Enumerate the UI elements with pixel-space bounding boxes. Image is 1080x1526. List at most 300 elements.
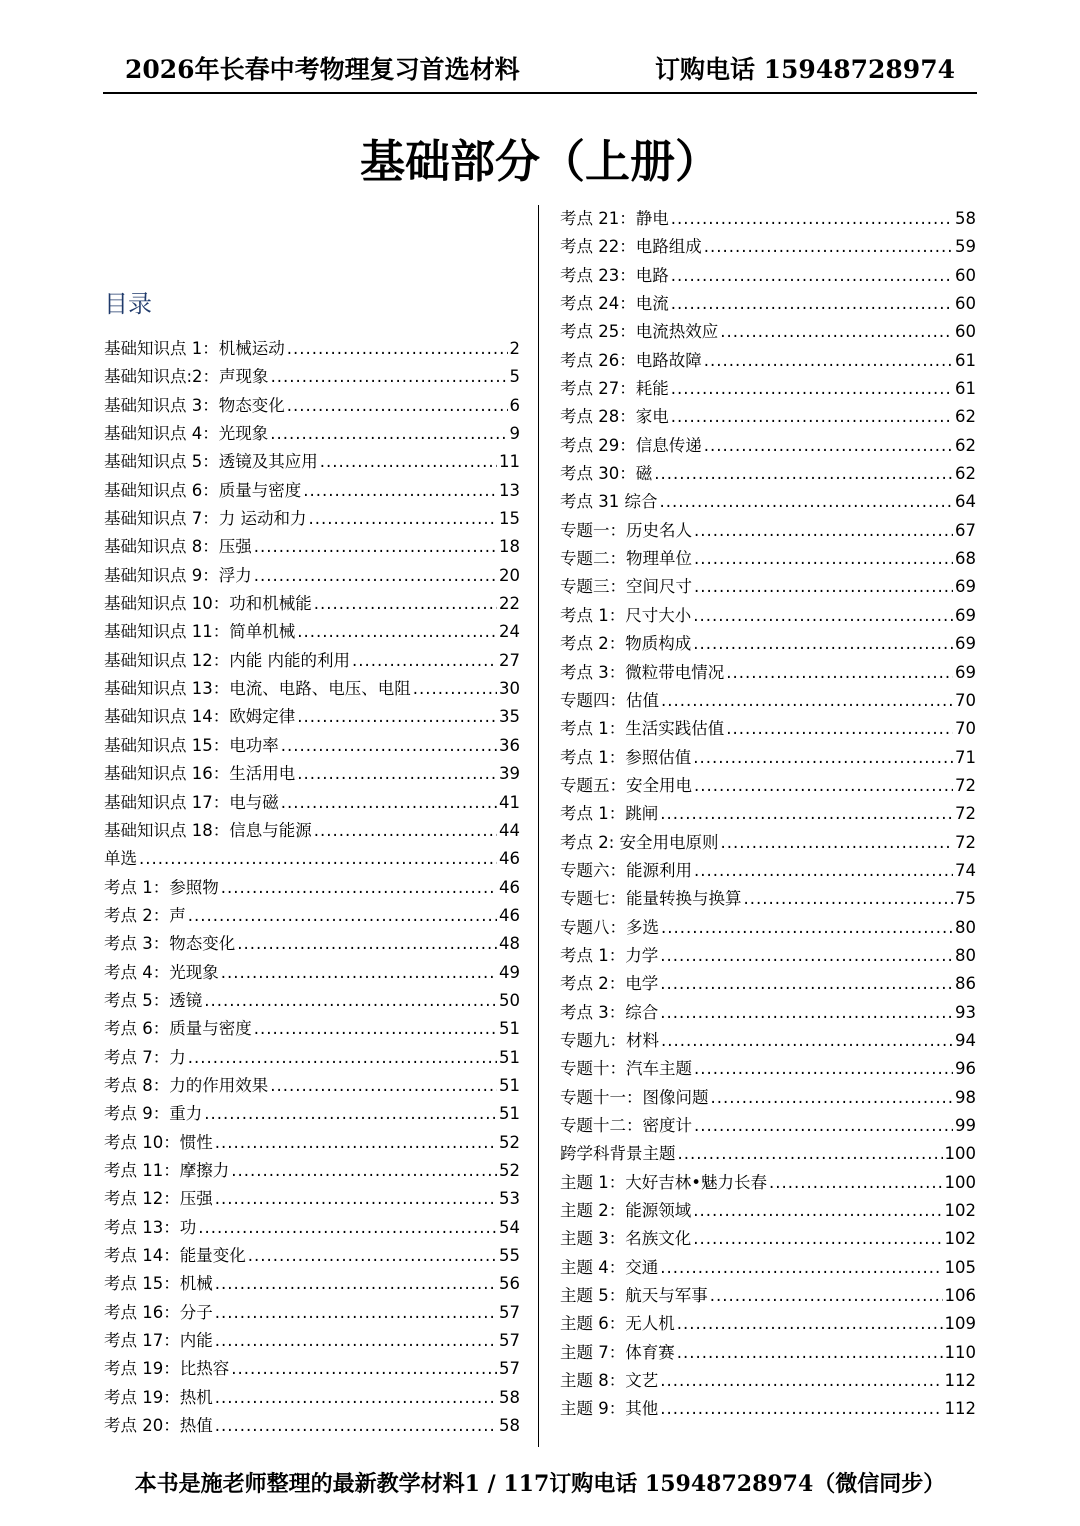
toc-leader-dots (660, 970, 953, 998)
toc-leader-dots (710, 1282, 943, 1310)
toc-leader-dots (215, 1129, 497, 1157)
header-phone: 订购电话 15948728974 (654, 55, 955, 84)
toc-entry-label: 考点 19：热机 (104, 1387, 213, 1407)
toc-leader-dots (660, 800, 953, 828)
toc-leader-dots (704, 233, 953, 261)
toc-entry-page: 72 (955, 775, 976, 795)
toc-entry[interactable] (560, 1282, 976, 1310)
toc-column-left (104, 335, 520, 1440)
toc-leader-dots (254, 562, 497, 590)
toc-entry[interactable] (560, 857, 976, 885)
toc-leader-dots (204, 1100, 497, 1128)
toc-entry[interactable] (104, 1412, 520, 1440)
toc-entry-page: 46 (499, 905, 520, 925)
toc-entry-label: 考点 28：家电 (560, 407, 669, 427)
toc-entry-label: 考点 2：物质构成 (560, 634, 692, 654)
toc-entry-page: 99 (955, 1116, 976, 1135)
toc-entry-page: 70 (955, 690, 976, 710)
toc-entry[interactable] (104, 1100, 520, 1128)
toc-entry-page: 13 (499, 480, 520, 500)
toc-leader-dots (671, 205, 953, 233)
toc-entry[interactable] (104, 1129, 520, 1157)
toc-entry-page: 69 (955, 577, 976, 597)
toc-entry-page: 49 (499, 962, 520, 982)
toc-entry-label: 基础知识点 12：内能 内能的利用 (104, 650, 350, 670)
toc-entry-page: 102 (944, 1229, 976, 1249)
toc-leader-dots (188, 902, 497, 930)
toc-entry-page: 51 (499, 1047, 520, 1067)
toc-entry-label: 主题 6：无人机 (560, 1314, 675, 1334)
toc-entry-label: 考点 17：内能 (104, 1331, 213, 1351)
toc-entry[interactable] (104, 874, 520, 902)
toc-entry-page: 112 (944, 1371, 976, 1391)
toc-entry-label: 专题十一：图像问题 (560, 1087, 709, 1107)
toc-entry[interactable] (560, 460, 976, 488)
toc-leader-dots (726, 659, 953, 687)
toc-entry-page: 24 (499, 622, 520, 642)
toc-entry-label: 专题六：能源利用 (560, 860, 692, 880)
toc-leader-dots (188, 1044, 497, 1072)
toc-entry-label: 考点 24：电流 (560, 294, 669, 314)
toc-entry-page: 59 (955, 237, 976, 257)
toc-entry-label: 基础知识点 10：功和机械能 (104, 594, 312, 614)
toc-entry-label: 考点 16：分子 (104, 1302, 213, 1322)
toc-entry-page: 69 (955, 605, 976, 625)
toc-leader-dots (704, 347, 953, 375)
toc-entry[interactable] (104, 590, 520, 618)
toc-leader-dots (744, 885, 954, 913)
toc-entry-page: 71 (955, 747, 976, 767)
toc-entry-page: 110 (944, 1342, 976, 1362)
toc-entry[interactable] (104, 1242, 520, 1270)
toc-leader-dots (660, 999, 953, 1027)
toc-leader-dots (287, 335, 508, 363)
toc-entry-page: 56 (499, 1274, 520, 1294)
toc-leader-dots (297, 618, 497, 646)
toc-entry[interactable] (104, 817, 520, 845)
toc-entry[interactable] (104, 392, 520, 420)
toc-entry-label: 考点 1：生活实践估值 (560, 719, 725, 739)
toc-leader-dots (694, 517, 953, 545)
toc-entry-label: 主题 3：名族文化 (560, 1229, 692, 1249)
toc-entry[interactable] (560, 1254, 976, 1282)
toc-entry-label: 考点 31 综合 (560, 492, 658, 512)
toc-entry-label: 主题 5：航天与军事 (560, 1286, 708, 1306)
toc-entry-page: 22 (499, 594, 520, 614)
toc-entry[interactable] (560, 1225, 976, 1253)
toc-leader-dots (413, 675, 497, 703)
toc-entry-page: 72 (955, 804, 976, 824)
toc-entry[interactable] (560, 205, 976, 233)
toc-leader-dots (660, 1395, 942, 1423)
toc-entry-label: 基础知识点 18：信息与能源 (104, 820, 312, 840)
toc-entry-label: 考点 22：电路组成 (560, 237, 702, 257)
toc-entry-page: 57 (499, 1359, 520, 1379)
toc-entry-label: 专题五：安全用电 (560, 775, 692, 795)
toc-leader-dots (297, 760, 497, 788)
toc-entry[interactable] (560, 1112, 976, 1140)
toc-leader-dots (231, 1157, 497, 1185)
toc-entry-label: 考点 13：功 (104, 1217, 197, 1237)
column-divider (538, 205, 539, 1447)
toc-entry[interactable] (104, 477, 520, 505)
toc-entry-page: 39 (499, 764, 520, 784)
toc-heading: 目录 (104, 290, 152, 318)
page-footer: 本书是施老师整理的最新教学材料1 / 117订购电话 15948728974（微信同步） (134, 1471, 946, 1497)
toc-entry-label: 基础知识点 11：简单机械 (104, 622, 296, 642)
toc-entry-page: 75 (955, 889, 976, 909)
toc-leader-dots (221, 874, 497, 902)
toc-entry-page: 105 (944, 1257, 976, 1277)
toc-entry-page: 41 (499, 792, 520, 812)
toc-entry[interactable] (104, 533, 520, 561)
toc-entry-page: 58 (955, 209, 976, 228)
toc-entry[interactable] (104, 675, 520, 703)
toc-leader-dots (693, 602, 953, 630)
toc-leader-dots (671, 403, 953, 431)
toc-entry[interactable] (560, 630, 976, 658)
toc-leader-dots (248, 1242, 497, 1270)
toc-entry-label: 考点 1：参照估值 (560, 747, 692, 767)
toc-entry-page: 64 (955, 492, 976, 512)
toc-entry-page: 61 (955, 379, 976, 399)
toc-entry[interactable] (104, 448, 520, 476)
toc-entry-page: 20 (499, 565, 520, 585)
toc-entry-label: 基础知识点 6：质量与密度 (104, 480, 302, 500)
toc-entry-page: 44 (499, 820, 520, 840)
toc-entry[interactable] (104, 760, 520, 788)
toc-entry[interactable] (104, 1015, 520, 1043)
toc-entry-page: 74 (955, 860, 976, 880)
toc-entry[interactable] (560, 602, 976, 630)
toc-entry-label: 考点 3：物态变化 (104, 934, 236, 954)
toc-entry-label: 专题二：物理单位 (560, 549, 692, 569)
toc-entry[interactable] (560, 1027, 976, 1055)
toc-leader-dots (660, 942, 953, 970)
toc-entry[interactable] (104, 1355, 520, 1383)
toc-entry[interactable] (560, 942, 976, 970)
toc-entry-label: 考点 2: 安全用电原则 (560, 832, 719, 852)
toc-leader-dots (314, 590, 497, 618)
toc-entry-label: 主题 1：大好吉林•魅力长春 (560, 1172, 767, 1192)
toc-entry-page: 35 (499, 707, 520, 727)
toc-entry-page: 60 (955, 322, 976, 342)
toc-entry-label: 基础知识点 3：物态变化 (104, 395, 285, 415)
toc-entry-page: 100 (944, 1144, 976, 1164)
toc-leader-dots (215, 1384, 497, 1412)
toc-leader-dots (720, 318, 953, 346)
toc-entry[interactable] (560, 432, 976, 460)
toc-entry[interactable] (104, 902, 520, 930)
toc-entry-label: 考点 1：尺寸大小 (560, 605, 692, 625)
toc-entry-page: 69 (955, 662, 976, 682)
toc-entry-page: 6 (509, 395, 520, 415)
toc-leader-dots (721, 829, 953, 857)
toc-leader-dots (660, 1254, 942, 1282)
toc-entry-label: 考点 8：力的作用效果 (104, 1075, 269, 1095)
toc-entry[interactable] (104, 732, 520, 760)
toc-leader-dots (694, 1055, 953, 1083)
toc-entry[interactable] (560, 914, 976, 942)
toc-entry[interactable] (560, 885, 976, 913)
toc-entry-label: 考点 15：机械 (104, 1274, 213, 1294)
toc-entry[interactable] (104, 647, 520, 675)
toc-entry[interactable] (104, 987, 520, 1015)
toc-entry-page: 57 (499, 1302, 520, 1322)
toc-entry[interactable] (560, 573, 976, 601)
toc-entry-label: 专题七：能量转换与换算 (560, 889, 742, 909)
toc-leader-dots (271, 363, 508, 391)
toc-entry-page: 52 (499, 1160, 520, 1180)
toc-leader-dots (270, 420, 507, 448)
toc-leader-dots (281, 789, 497, 817)
toc-entry[interactable] (104, 1157, 520, 1185)
toc-entry-label: 跨学科背景主题 (560, 1144, 676, 1164)
toc-entry[interactable] (104, 930, 520, 958)
toc-entry-label: 考点 12：压强 (104, 1189, 213, 1209)
toc-entry-label: 基础知识点 13：电流、电路、电压、电阻 (104, 679, 411, 699)
toc-entry[interactable] (104, 1214, 520, 1242)
toc-entry-page: 58 (499, 1416, 520, 1436)
toc-entry-page: 62 (955, 407, 976, 427)
toc-leader-dots (231, 1355, 497, 1383)
toc-entry-label: 考点 1：力学 (560, 945, 659, 965)
toc-entry-page: 62 (955, 464, 976, 484)
toc-entry-label: 主题 2：能源领域 (560, 1201, 692, 1221)
toc-entry[interactable] (560, 772, 976, 800)
toc-entry-page: 62 (955, 435, 976, 455)
toc-entry-label: 考点 20：热值 (104, 1416, 213, 1436)
toc-leader-dots (678, 1140, 943, 1168)
toc-entry-label: 考点 21：静电 (560, 209, 669, 228)
toc-entry[interactable] (560, 800, 976, 828)
toc-entry-label: 专题三：空间尺寸 (560, 577, 692, 597)
toc-entry[interactable] (560, 829, 976, 857)
toc-entry-label: 考点 4：光现象 (104, 962, 219, 982)
toc-entry[interactable] (560, 375, 976, 403)
toc-entry[interactable] (560, 290, 976, 318)
toc-entry[interactable] (560, 517, 976, 545)
toc-entry-label: 考点 14：能量变化 (104, 1246, 246, 1265)
toc-entry-label: 考点 2：声 (104, 905, 186, 925)
toc-entry[interactable] (104, 363, 520, 391)
toc-entry-label: 专题一：历史名人 (560, 520, 692, 540)
toc-leader-dots (287, 392, 508, 420)
toc-entry-page: 50 (499, 990, 520, 1010)
toc-leader-dots (694, 857, 953, 885)
toc-entry-label: 主题 4：交通 (560, 1257, 659, 1277)
toc-entry-page: 96 (955, 1059, 976, 1079)
toc-entry-page: 52 (499, 1132, 520, 1152)
toc-entry-page: 98 (955, 1087, 976, 1107)
toc-entry-label: 考点 5：透镜 (104, 990, 203, 1010)
toc-entry[interactable] (104, 562, 520, 590)
toc-entry-label: 基础知识点 8：压强 (104, 537, 252, 557)
toc-leader-dots (677, 1310, 943, 1338)
toc-entry-label: 基础知识点 5：透镜及其应用 (104, 452, 318, 472)
toc-entry-page: 51 (499, 1075, 520, 1095)
toc-entry-label: 考点 10：惯性 (104, 1132, 213, 1152)
toc-entry-label: 考点 9：重力 (104, 1104, 203, 1124)
toc-leader-dots (654, 460, 953, 488)
toc-entry[interactable] (560, 318, 976, 346)
toc-entry[interactable] (560, 999, 976, 1027)
toc-entry[interactable] (560, 715, 976, 743)
page-header (103, 52, 977, 94)
toc-entry[interactable] (104, 845, 520, 873)
toc-entry-page: 46 (499, 849, 520, 869)
toc-leader-dots (661, 687, 953, 715)
toc-entry-page: 46 (499, 877, 520, 897)
toc-entry-label: 基础知识点 15：电功率 (104, 735, 279, 755)
toc-entry[interactable] (560, 1310, 976, 1338)
toc-entry[interactable] (560, 744, 976, 772)
toc-entry[interactable] (560, 659, 976, 687)
toc-entry-page: 106 (944, 1286, 976, 1306)
toc-entry-page: 100 (944, 1172, 976, 1192)
toc-entry-label: 基础知识点:2：声现象 (104, 367, 269, 387)
toc-entry-page: 48 (499, 934, 520, 954)
toc-entry-page: 27 (499, 650, 520, 670)
toc-entry[interactable] (560, 347, 976, 375)
toc-entry[interactable] (560, 1169, 976, 1197)
toc-leader-dots (660, 1367, 942, 1395)
toc-entry[interactable] (104, 789, 520, 817)
toc-entry-label: 主题 9：其他 (560, 1399, 659, 1419)
toc-entry[interactable] (560, 262, 976, 290)
toc-entry-page: 60 (955, 294, 976, 314)
toc-entry[interactable] (104, 420, 520, 448)
toc-leader-dots (215, 1412, 497, 1440)
toc-column-right (560, 205, 976, 1424)
toc-entry-page: 68 (955, 549, 976, 569)
toc-leader-dots (661, 1027, 953, 1055)
toc-leader-dots (303, 477, 497, 505)
toc-leader-dots (270, 1072, 497, 1100)
toc-entry-page: 67 (955, 520, 976, 540)
toc-entry-page: 69 (955, 634, 976, 654)
toc-entry-label: 考点 1：参照物 (104, 877, 219, 897)
page-title: 基础部分（上册） (359, 135, 720, 188)
toc-leader-dots (314, 817, 497, 845)
toc-entry-page: 112 (944, 1399, 976, 1419)
toc-leader-dots (254, 1015, 497, 1043)
toc-entry[interactable] (560, 1140, 976, 1168)
toc-entry-page: 72 (955, 832, 976, 852)
toc-leader-dots (221, 959, 497, 987)
toc-entry-label: 考点 26：电路故障 (560, 350, 702, 370)
toc-leader-dots (711, 1084, 954, 1112)
toc-entry-label: 考点 30：磁 (560, 464, 653, 484)
toc-entry-page: 94 (955, 1030, 976, 1050)
toc-entry-label: 考点 1：跳闸 (560, 804, 659, 824)
toc-entry-page: 2 (509, 339, 520, 358)
toc-leader-dots (660, 488, 954, 516)
toc-entry-label: 考点 11：摩擦力 (104, 1160, 230, 1180)
toc-entry-page: 51 (499, 1019, 520, 1039)
toc-entry[interactable] (560, 1339, 976, 1367)
toc-leader-dots (352, 647, 497, 675)
header-title: 2026年长春中考物理复习首选材料 (125, 55, 520, 84)
toc-entry[interactable] (560, 403, 976, 431)
toc-entry[interactable] (560, 970, 976, 998)
toc-entry[interactable] (560, 545, 976, 573)
toc-entry-page: 93 (955, 1002, 976, 1022)
toc-entry-label: 基础知识点 7：力 运动和力 (104, 509, 307, 529)
toc-leader-dots (694, 573, 953, 601)
toc-entry[interactable] (560, 1084, 976, 1112)
toc-entry[interactable] (104, 1270, 520, 1298)
toc-leader-dots (661, 914, 953, 942)
toc-entry-page: 80 (955, 917, 976, 937)
toc-entry[interactable] (560, 1055, 976, 1083)
toc-entry-label: 单选 (104, 849, 137, 869)
toc-entry-label: 考点 3：综合 (560, 1002, 659, 1022)
toc-entry[interactable] (104, 959, 520, 987)
toc-entry-page: 51 (499, 1104, 520, 1124)
toc-leader-dots (671, 375, 953, 403)
toc-entry[interactable] (104, 1384, 520, 1412)
toc-entry-label: 考点 19：比热容 (104, 1359, 230, 1379)
toc-leader-dots (693, 744, 953, 772)
toc-leader-dots (215, 1299, 497, 1327)
toc-entry[interactable] (560, 1395, 976, 1423)
toc-entry[interactable] (560, 1367, 976, 1395)
toc-entry[interactable] (104, 1072, 520, 1100)
toc-leader-dots (215, 1327, 497, 1355)
toc-entry-label: 基础知识点 14：欧姆定律 (104, 707, 296, 727)
toc-entry[interactable] (560, 233, 976, 261)
toc-entry[interactable] (104, 1044, 520, 1072)
toc-entry[interactable] (560, 1197, 976, 1225)
toc-entry-label: 专题八：多选 (560, 917, 659, 937)
toc-leader-dots (726, 715, 953, 743)
toc-entry-page: 55 (499, 1246, 520, 1265)
toc-entry-label: 主题 8：文艺 (560, 1371, 659, 1391)
toc-entry[interactable] (104, 335, 520, 363)
toc-entry[interactable] (104, 1185, 520, 1213)
toc-entry[interactable] (104, 1299, 520, 1327)
toc-leader-dots (139, 845, 497, 873)
toc-leader-dots (215, 1270, 497, 1298)
toc-leader-dots (769, 1169, 943, 1197)
toc-leader-dots (671, 290, 953, 318)
toc-entry[interactable] (104, 1327, 520, 1355)
toc-leader-dots (694, 772, 953, 800)
toc-entry[interactable] (560, 488, 976, 516)
toc-leader-dots (281, 732, 497, 760)
toc-leader-dots (215, 1185, 497, 1213)
toc-entry-label: 基础知识点 4：光现象 (104, 424, 269, 444)
toc-entry-page: 58 (499, 1387, 520, 1407)
toc-leader-dots (693, 630, 953, 658)
toc-entry-label: 考点 23：电路 (560, 265, 669, 285)
toc-leader-dots (309, 505, 498, 533)
toc-leader-dots (677, 1339, 943, 1367)
toc-entry-label: 考点 7：力 (104, 1047, 186, 1067)
toc-entry-label: 基础知识点 16：生活用电 (104, 764, 296, 784)
toc-entry-page: 80 (955, 945, 976, 965)
toc-entry[interactable] (104, 505, 520, 533)
toc-entry[interactable] (104, 703, 520, 731)
toc-entry[interactable] (560, 687, 976, 715)
toc-entry[interactable] (104, 618, 520, 646)
toc-entry-label: 考点 27：耗能 (560, 379, 669, 399)
toc-leader-dots (693, 1197, 942, 1225)
toc-entry-page: 5 (509, 367, 520, 387)
toc-entry-page: 36 (499, 735, 520, 755)
toc-entry-page: 18 (499, 537, 520, 557)
